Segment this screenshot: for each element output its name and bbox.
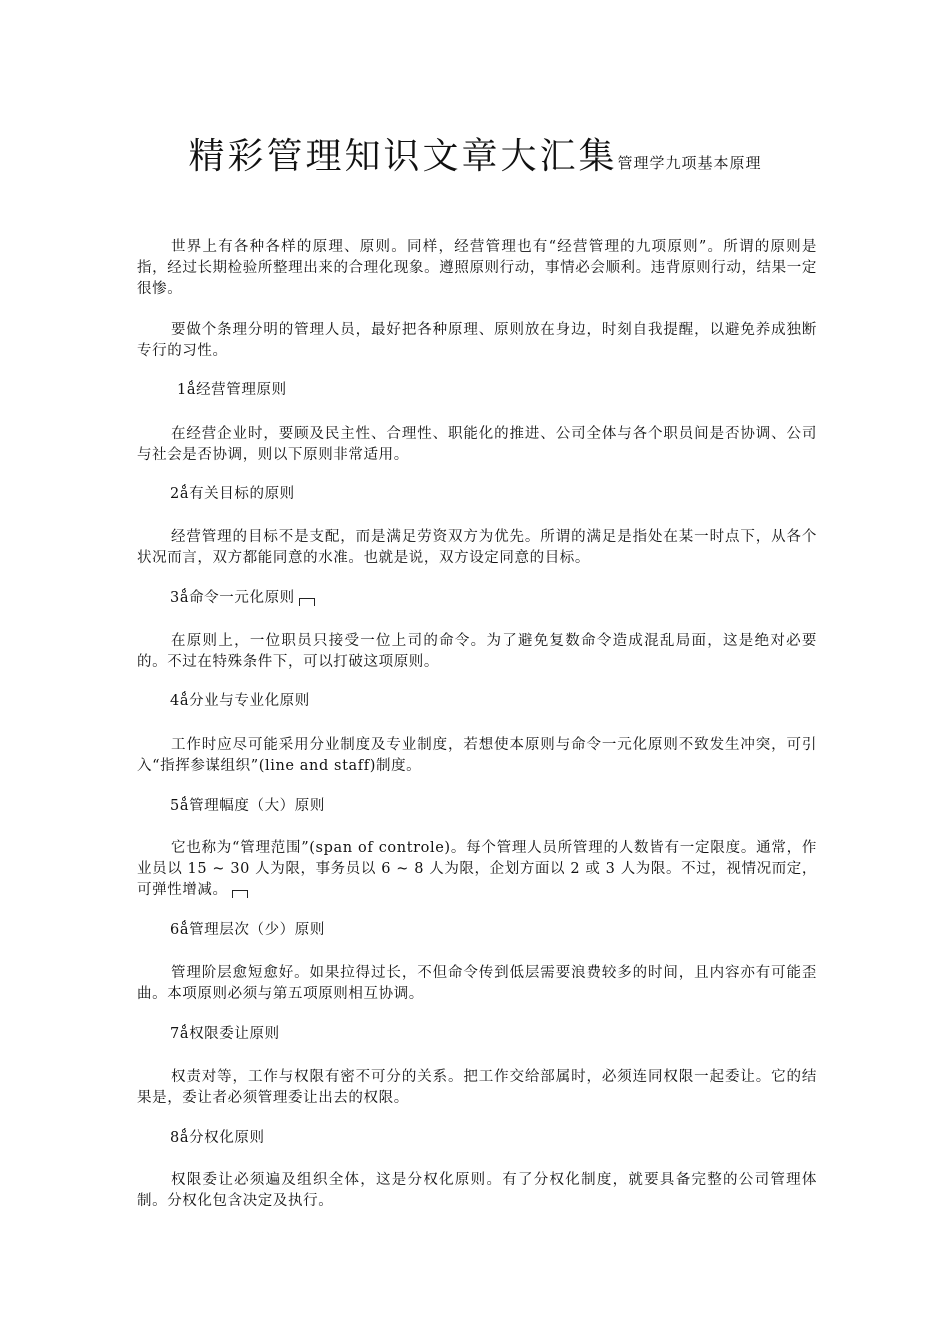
title-main: 精彩管理知识文章大汇集 <box>188 136 618 177</box>
section-body-3: 在原则上，一位职员只接受一位上司的命令。为了避免复数命令造成混乱局面，这是绝对必要的。不过在特殊条件下，可以打破这项原则。 <box>137 633 817 670</box>
bracket-mark-icon <box>299 598 315 606</box>
section-heading-6: 6ǻ管理层次（少）原则 <box>170 922 325 938</box>
section-heading-3 <box>170 588 315 609</box>
intro-paragraph-2: 要做个条理分明的管理人员，最好把各种原理、原则放在身边，时刻自我提醒，以避免养成独断专行的习性。 <box>137 322 817 359</box>
page-title <box>0 128 950 179</box>
section-body-8: 权限委让必须遍及组织全体，这是分权化原则。有了分权化制度，就要具备完整的公司管理体制。分权化包含决定及执行。 <box>137 1172 817 1209</box>
section-body-1: 在经营企业时，要顾及民主性、合理性、职能化的推进、公司全体与各个职员间是否协调、公司与社会是否协调，则以下原则非常适用。 <box>137 426 817 463</box>
section-body-6: 管理阶层愈短愈好。如果拉得过长，不但命令传到低层需要浪费较多的时间，且内容亦有可能歪曲。本项原则必须与第五项原则相互协调。 <box>137 965 817 1002</box>
intro-paragraph-1: 世界上有各种各样的原理、原则。同样，经营管理也有“经营管理的九项原则”。所谓的原则是指，经过长期检验所整理出来的合理化现象。遵照原则行动，事情必会顺利。违背原则行动，结果一定很惨。 <box>137 239 817 297</box>
section-heading-1: 1ǻ经营管理原则 <box>177 382 287 398</box>
section-body-7: 权责对等，工作与权限有密不可分的关系。把工作交给部属时，必须连同权限一起委让。它的结果是，委让者必须管理委让出去的权限。 <box>137 1069 817 1106</box>
section-heading-2: 2ǻ有关目标的原则 <box>170 486 295 502</box>
section-heading-8: 8ǻ分权化原则 <box>170 1130 265 1146</box>
section-heading-3-text: 3ǻ命令一元化原则 <box>170 590 295 606</box>
bracket-mark-icon <box>232 890 248 898</box>
section-body-2: 经营管理的目标不是支配，而是满足劳资双方为优先。所谓的满足是指处在某一时点下，从各个状况而言，双方都能同意的水准。也就是说，双方设定同意的目标。 <box>137 529 817 566</box>
title-subtitle: 管理学九项基本原理 <box>617 154 762 172</box>
section-heading-4: 4ǻ分业与专业化原则 <box>170 693 310 709</box>
section-heading-5: 5ǻ管理幅度（大）原则 <box>170 798 325 814</box>
section-body-5 <box>137 838 817 901</box>
section-heading-7: 7ǻ权限委让原则 <box>170 1026 280 1042</box>
section-body-4: 工作时应尽可能采用分业制度及专业制度，若想使本原则与命令一元化原则不致发生冲突，可引入“指挥参谋组织”(line and staff)制度。 <box>137 737 817 774</box>
section-body-5-text: 它也称为“管理范围”(span of controle)。每个管理人员所管理的人数皆有一定限度。通常，作业员以 15 ~ 30 人为限，事务员以 6 ~ 8 人为限，企划方面以 2 或 3 人为限。不过，视情况而定，可弹性增减。 <box>137 840 818 898</box>
